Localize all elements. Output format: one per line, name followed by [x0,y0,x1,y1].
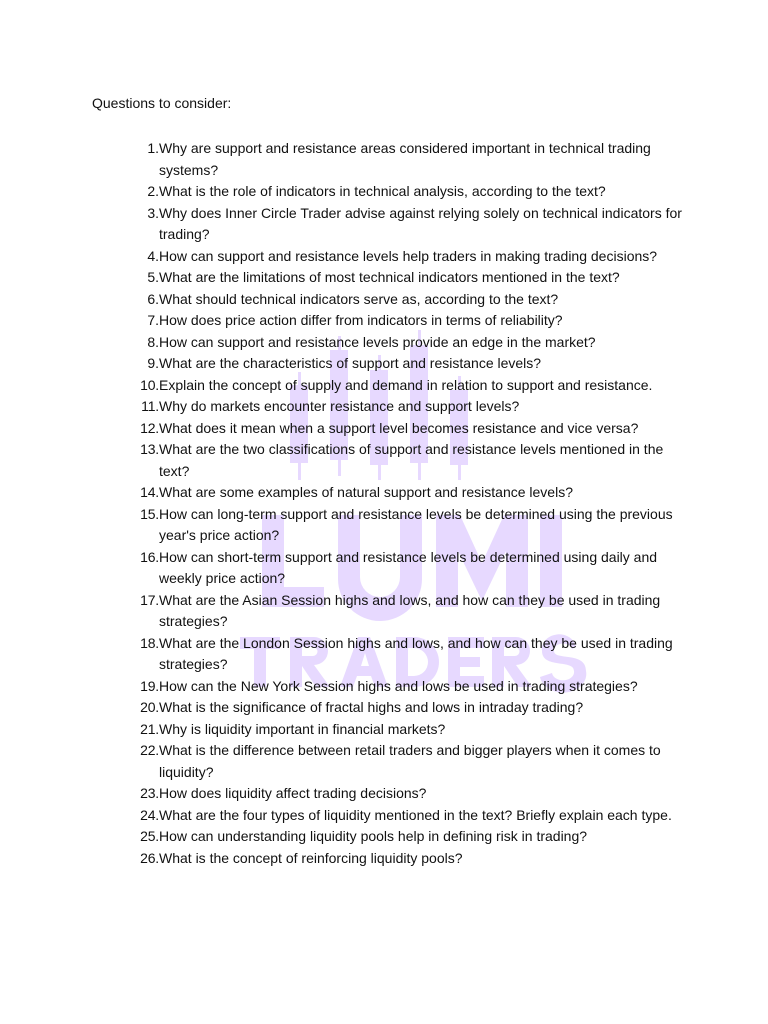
question-item [128,848,688,870]
question-number: 20. [140,699,159,715]
question-number: 3. [147,204,159,221]
question-number: 7. [147,312,159,328]
question-text: How can short-term support and resistance levels be determined using daily and weekly price action? [159,548,658,586]
questions-list [128,138,688,869]
question-item [128,418,688,440]
question-number: 16. [140,548,159,565]
question-item [128,482,688,504]
question-text: How can support and resistance levels help traders in making trading decisions? [159,247,658,264]
question-text: What does it mean when a support level becomes resistance and vice versa? [159,419,639,436]
question-item [128,246,688,268]
question-number: 10. [140,376,159,393]
question-number: 2. [147,183,159,199]
question-item [128,590,688,633]
question-item [128,805,688,827]
question-item [128,547,688,590]
question-item [128,719,688,741]
question-item [128,138,688,181]
question-number: 26. [140,849,159,866]
question-number: 21. [140,720,159,737]
question-text: How does price action differ from indicators in terms of reliability? [159,312,563,328]
question-text: What is the significance of fractal highs and lows in intraday trading? [159,699,584,715]
question-item [128,310,688,332]
question-number: 13. [140,441,159,457]
question-number: 19. [140,677,159,694]
question-text: What is the difference between retail traders and bigger players when it comes to liquidity? [159,742,661,780]
question-number: 11. [141,398,159,414]
question-item [128,740,688,783]
question-text: How can the New York Session highs and lows be used in trading strategies? [159,677,638,694]
question-text: What is the concept of reinforcing liquidity pools? [159,849,463,866]
question-text: What are the limitations of most technical indicators mentioned in the text? [159,269,620,285]
question-item [128,439,688,482]
question-number: 6. [147,290,159,307]
question-text: How does liquidity affect trading decisions? [159,785,427,801]
question-number: 24. [140,806,159,823]
question-number: 12. [140,419,159,436]
question-number: 23. [140,785,159,801]
question-number: 15. [140,505,159,522]
question-text: What should technical indicators serve as, according to the text? [159,290,559,307]
question-text: Explain the concept of supply and demand in relation to support and resistance. [159,376,653,393]
question-number: 25. [140,828,159,844]
question-item [128,697,688,719]
question-number: 22. [140,742,159,758]
question-text: What are the London Session highs and lows, and how can they be used in trading strategies? [159,634,673,672]
question-number: 8. [147,333,159,350]
question-item [128,203,688,246]
question-item [128,396,688,418]
question-item [128,633,688,676]
question-item [128,504,688,547]
question-number: 4. [147,247,159,264]
question-number: 17. [140,591,159,608]
question-text: How can understanding liquidity pools help in defining risk in trading? [159,828,588,844]
question-item [128,181,688,203]
question-item [128,289,688,311]
question-text: What are the Asian Session highs and lows, and how can they be used in trading strategies? [159,591,661,629]
question-text: What are the characteristics of support and resistance levels? [159,355,542,371]
question-item [128,267,688,289]
question-number: 14. [140,484,159,500]
question-text: Why is liquidity important in financial markets? [159,720,446,737]
intro-heading: Questions to consider: [92,95,232,111]
question-number: 5. [147,269,159,285]
question-number: 1. [147,140,159,156]
question-item [128,353,688,375]
question-text: Why do markets encounter resistance and support levels? [159,398,520,414]
question-text: How can long-term support and resistance levels be determined using the previous year's price action? [159,505,673,543]
question-text: How can support and resistance levels provide an edge in the market? [159,333,596,350]
question-text: What is the role of indicators in technical analysis, according to the text? [159,183,606,199]
question-text: Why does Inner Circle Trader advise against relying solely on technical indicators for trading? [159,204,682,242]
question-item [128,826,688,848]
question-text: What are the two classifications of support and resistance levels mentioned in the text? [159,441,664,479]
question-text: What are the four types of liquidity mentioned in the text? Briefly explain each type. [159,806,672,823]
question-text: Why are support and resistance areas considered important in technical trading systems? [159,140,651,178]
question-item [128,783,688,805]
question-number: 9. [147,355,159,371]
question-number: 18. [140,634,159,651]
question-item [128,676,688,698]
question-item [128,332,688,354]
question-item [128,375,688,397]
question-text: What are some examples of natural support and resistance levels? [159,484,573,500]
